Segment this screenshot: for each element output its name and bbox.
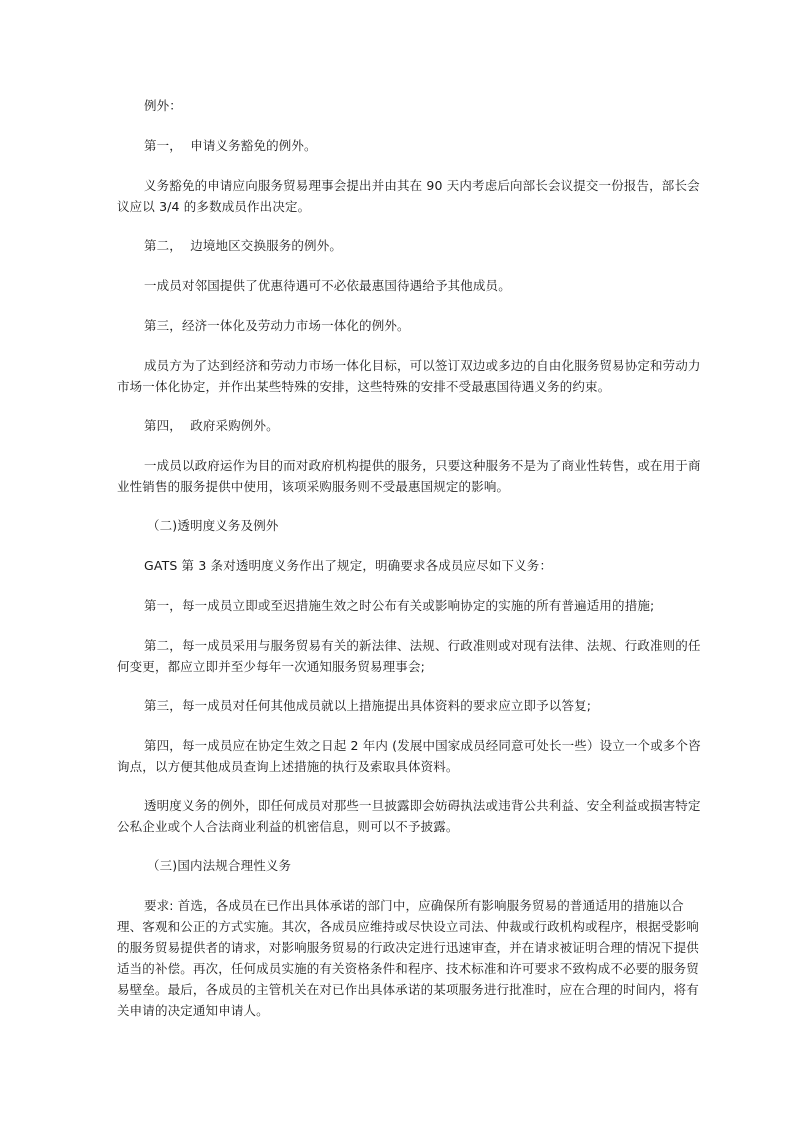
- paragraph-transparency-fourth: 第四，每一成员应在协定生效之日起 2 年内 (发展中国家成员经同意可处长一些）设立一个或多个咨询点，以方便其他成员查询上述措施的执行及索取具体资料。: [117, 738, 701, 774]
- paragraph-domestic-regulation-requirements: 要求: 首选，各成员在已作出具体承诺的部门中，应确保所有影响服务贸易的普通适用的措施以合理、客观和公正的方式实施。其次，各成员应维持或尽快设立司法、仲裁或行政机构或程序，根据受影响的服务贸易提供者的请求，对影响服务贸易的行政决定进行迅速审查，并在请求被证明合理的情况下提供适当的补偿。再次，任何成员实施的有关资格条件和程序、技术标准和许可要求不致构成不必要的服务贸易壁垒。最后，各成员的主管机关在对已作出具体承诺的某项服务进行批准时，应在合理的时间内，将有关申请的决定通知申请人。: [117, 898, 699, 1018]
- paragraph-neighbor-treatment: 一成员对邻国提供了优惠待遇可不必依最惠国待遇给予其他成员。: [144, 278, 511, 293]
- paragraph-transparency-first: 第一，每一成员立即或至迟措施生效之时公布有关或影响协定的实施的所有普遍适用的措施;: [144, 598, 655, 613]
- paragraph-first-waiver: 第一， 申请义务豁免的例外。: [144, 138, 317, 153]
- section-heading-domestic-regulation: （三)国内法规合理性义务: [147, 858, 292, 873]
- paragraph-fourth-procurement: 第四， 政府采购例外。: [144, 418, 279, 433]
- paragraph-transparency-exception: 透明度义务的例外，即任何成员对那些一旦披露即会妨碍执法或违背公共利益、安全利益或损害特定公私企业或个人合法商业利益的机密信息，则可以不予披露。: [117, 798, 701, 834]
- paragraph-exceptions-label: 例外：: [144, 98, 182, 113]
- paragraph-third-integration: 第三，经济一体化及劳动力市场一体化的例外。: [144, 318, 410, 333]
- paragraph-waiver-procedure: 义务豁免的申请应向服务贸易理事会提出并由其在 90 天内考虑后向部长会议提交一份报告，部长会议应以 3/4 的多数成员作出决定。: [117, 178, 700, 214]
- paragraph-gats-article-3: GATS 第 3 条对透明度义务作出了规定，明确要求各成员应尽如下义务：: [144, 558, 553, 573]
- paragraph-transparency-third: 第三，每一成员对任何其他成员就以上措施提出具体资料的要求应立即予以答复;: [144, 698, 592, 713]
- section-heading-transparency: （二)透明度义务及例外: [147, 518, 279, 533]
- paragraph-transparency-second: 第二，每一成员采用与服务贸易有关的新法律、法规、行政准则或对现有法律、法规、行政准则的任何变更，都应立即并至少每年一次通知服务贸易理事会;: [117, 638, 701, 674]
- document-body: [117, 95, 703, 1039]
- paragraph-integration-detail: 成员方为了达到经济和劳动力市场一体化目标，可以签订双边或多边的自由化服务贸易协定和劳动力市场一体化协定，并作出某些特殊的安排，这些特殊的安排不受最惠国待遇义务的约束。: [117, 358, 701, 394]
- paragraph-second-border: 第二， 边境地区交换服务的例外。: [144, 238, 342, 253]
- paragraph-procurement-detail: 一成员以政府运作为目的而对政府机构提供的服务，只要这种服务不是为了商业性转售，或在用于商业性销售的服务提供中使用，该项采购服务则不受最惠国规定的影响。: [117, 458, 701, 494]
